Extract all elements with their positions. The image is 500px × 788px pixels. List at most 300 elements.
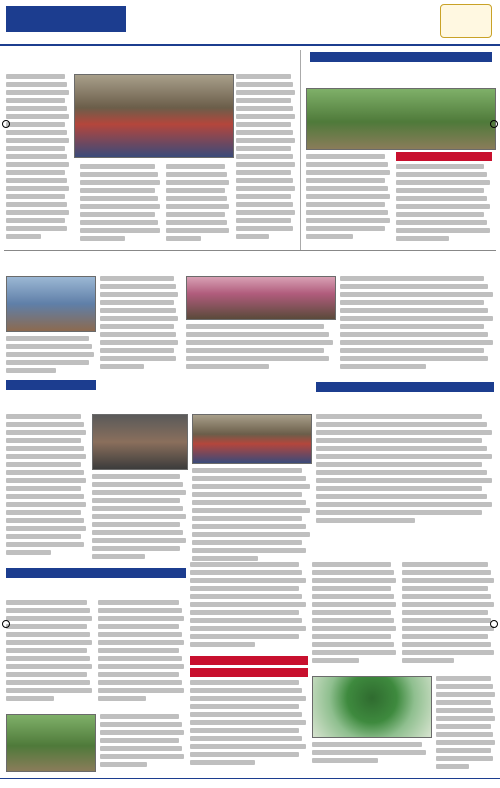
text-line: [402, 602, 494, 607]
text-line: [166, 180, 229, 185]
text-line: [186, 324, 324, 329]
text-line: [402, 586, 488, 591]
text-line: [312, 610, 391, 615]
text-line: [92, 498, 180, 503]
registration-mark-icon: [2, 120, 10, 128]
rain-headline: [306, 64, 496, 84]
text-line: [316, 462, 482, 467]
text-line: [236, 106, 293, 111]
grievance-body-col1: [6, 414, 88, 564]
clash-body-col6: [436, 676, 496, 772]
lead-body-col2: [80, 164, 162, 244]
text-line: [312, 742, 422, 747]
text-line: [402, 570, 491, 575]
text-line: [166, 172, 227, 177]
text-line: [402, 618, 491, 623]
dateline: [300, 40, 496, 46]
text-line: [236, 186, 295, 191]
text-line: [98, 632, 182, 637]
clash-body-col3: [312, 562, 398, 672]
bottom-left-headline: [6, 580, 186, 596]
text-line: [436, 692, 495, 697]
text-line: [6, 688, 92, 693]
text-line: [100, 308, 176, 313]
text-line: [6, 680, 90, 685]
text-line: [6, 336, 89, 341]
text-line: [312, 618, 394, 623]
text-line: [316, 446, 487, 451]
text-line: [92, 514, 186, 519]
bottom-left-body-col2: [98, 600, 186, 710]
text-line: [6, 146, 65, 151]
text-line: [100, 754, 184, 759]
lead-photo: [74, 74, 234, 158]
text-line: [190, 752, 299, 757]
text-line: [100, 332, 176, 337]
text-line: [166, 196, 227, 201]
text-line: [6, 462, 81, 467]
text-line: [6, 98, 65, 103]
text-line: [192, 492, 302, 497]
text-line: [396, 236, 449, 241]
text-line: [306, 154, 385, 159]
text-line: [98, 624, 179, 629]
text-line: [396, 164, 484, 169]
text-line: [6, 640, 92, 645]
column-divider: [300, 50, 301, 250]
text-line: [316, 486, 482, 491]
text-line: [436, 756, 493, 761]
short-news-tag-2: [190, 668, 308, 677]
crime-headline: [316, 394, 496, 410]
text-line: [100, 356, 176, 361]
text-line: [6, 422, 84, 427]
lead-body-col1: [6, 74, 70, 244]
school-headline: [6, 254, 106, 272]
text-line: [92, 530, 183, 535]
grievance-photo: [92, 414, 188, 470]
grievance-body-col2: [92, 474, 188, 564]
text-line: [236, 170, 291, 175]
text-line: [100, 746, 182, 751]
registration-mark-icon: [490, 620, 498, 628]
text-line: [312, 578, 396, 583]
text-line: [306, 210, 388, 215]
brand-logo: [6, 6, 126, 32]
text-line: [312, 658, 359, 663]
text-line: [236, 194, 291, 199]
text-line: [100, 316, 178, 321]
text-line: [312, 642, 394, 647]
text-line: [236, 114, 295, 119]
text-line: [436, 700, 491, 705]
text-line: [340, 356, 488, 361]
text-line: [6, 624, 87, 629]
text-line: [236, 178, 293, 183]
text-line: [6, 170, 65, 175]
text-line: [236, 74, 291, 79]
text-line: [80, 172, 158, 177]
festival-headline: [110, 254, 334, 272]
bottom-left-body-col3: [100, 714, 186, 772]
text-line: [100, 340, 178, 345]
text-line: [100, 284, 176, 289]
text-line: [192, 516, 302, 521]
text-line: [340, 324, 484, 329]
text-line: [306, 202, 385, 207]
text-line: [6, 114, 69, 119]
text-line: [6, 414, 81, 419]
rain-body-col1: [306, 154, 392, 244]
text-line: [316, 502, 492, 507]
text-line: [6, 542, 84, 547]
text-line: [6, 526, 86, 531]
text-line: [98, 608, 182, 613]
text-line: [306, 234, 353, 239]
school-photo: [6, 276, 96, 332]
text-line: [6, 226, 67, 231]
text-line: [396, 196, 487, 201]
text-line: [186, 332, 329, 337]
text-line: [402, 642, 491, 647]
text-line: [190, 570, 302, 575]
text-line: [6, 494, 84, 499]
text-line: [190, 634, 299, 639]
text-line: [80, 204, 160, 209]
short-news-tag: [190, 656, 308, 665]
brand-subtitle: [6, 34, 126, 42]
text-line: [6, 90, 69, 95]
text-line: [6, 218, 65, 223]
text-line: [6, 672, 87, 677]
text-line: [98, 616, 184, 621]
text-line: [98, 648, 179, 653]
text-line: [80, 188, 155, 193]
text-line: [190, 728, 299, 733]
text-line: [6, 194, 65, 199]
text-line: [340, 300, 484, 305]
crime-body: [316, 414, 496, 526]
text-line: [402, 650, 494, 655]
text-line: [236, 154, 293, 159]
bottom-left-body-col1: [6, 600, 94, 710]
rain-photo: [306, 88, 496, 150]
text-line: [192, 468, 302, 473]
text-line: [190, 704, 299, 709]
text-line: [190, 610, 299, 615]
rally-body: [340, 276, 496, 376]
text-line: [98, 688, 184, 693]
text-line: [436, 724, 491, 729]
text-line: [100, 348, 174, 353]
story-kicker-tag: [310, 52, 492, 62]
text-line: [166, 228, 229, 233]
text-line: [166, 220, 227, 225]
text-line: [166, 236, 201, 241]
text-line: [6, 162, 69, 167]
text-line: [436, 748, 491, 753]
text-line: [6, 486, 81, 491]
text-line: [306, 218, 390, 223]
text-line: [306, 170, 390, 175]
text-line: [316, 438, 482, 443]
text-line: [312, 634, 391, 639]
text-line: [6, 510, 81, 515]
text-line: [190, 626, 306, 631]
clash-body-col4: [312, 742, 432, 772]
text-line: [6, 470, 84, 475]
festival-body-col2: [186, 324, 336, 376]
text-line: [166, 188, 225, 193]
text-line: [190, 696, 306, 701]
text-line: [340, 292, 493, 297]
text-line: [190, 712, 302, 717]
text-line: [100, 324, 174, 329]
text-line: [316, 494, 487, 499]
text-line: [192, 556, 258, 561]
text-line: [316, 414, 482, 419]
text-line: [340, 316, 493, 321]
text-line: [236, 210, 295, 215]
text-line: [92, 546, 180, 551]
text-line: [92, 482, 183, 487]
text-line: [6, 608, 90, 613]
text-line: [236, 226, 293, 231]
text-line: [396, 204, 490, 209]
text-line: [402, 562, 488, 567]
text-line: [190, 562, 299, 567]
text-line: [316, 470, 487, 475]
award-headline: [190, 392, 310, 410]
text-line: [190, 744, 306, 749]
text-line: [312, 650, 396, 655]
text-line: [6, 154, 67, 159]
text-line: [6, 130, 67, 135]
text-line: [312, 626, 396, 631]
text-line: [190, 618, 302, 623]
text-line: [316, 518, 415, 523]
text-line: [402, 626, 494, 631]
text-line: [312, 750, 426, 755]
text-line: [6, 478, 86, 483]
text-line: [98, 672, 179, 677]
text-line: [402, 634, 488, 639]
text-line: [6, 518, 84, 523]
text-line: [306, 194, 390, 199]
text-line: [192, 508, 310, 513]
text-line: [98, 696, 146, 701]
text-line: [100, 714, 179, 719]
text-line: [316, 454, 492, 459]
text-line: [6, 360, 89, 365]
text-line: [340, 348, 484, 353]
page-footer: [0, 778, 500, 788]
festival-photo: [186, 276, 336, 320]
text-line: [92, 554, 145, 559]
text-line: [306, 186, 388, 191]
text-line: [98, 656, 182, 661]
lead-body-col4: [236, 74, 296, 244]
text-line: [6, 202, 67, 207]
text-line: [98, 680, 182, 685]
text-line: [92, 538, 186, 543]
text-line: [340, 364, 426, 369]
text-line: [436, 732, 493, 737]
text-line: [6, 368, 56, 373]
text-line: [436, 676, 491, 681]
masthead: [0, 0, 500, 46]
registration-mark-icon: [2, 620, 10, 628]
text-line: [100, 300, 174, 305]
text-line: [396, 212, 484, 217]
text-line: [436, 764, 469, 769]
text-line: [190, 586, 299, 591]
text-line: [6, 82, 67, 87]
award-photo: [192, 414, 312, 464]
text-line: [396, 188, 484, 193]
text-line: [80, 220, 158, 225]
text-line: [80, 236, 125, 241]
text-line: [436, 684, 493, 689]
text-line: [100, 292, 178, 297]
text-line: [316, 422, 487, 427]
text-line: [340, 276, 484, 281]
text-line: [312, 594, 394, 599]
text-line: [166, 164, 225, 169]
text-line: [312, 570, 394, 575]
grievance-headline: [6, 392, 186, 410]
text-line: [100, 276, 174, 281]
text-line: [6, 616, 92, 621]
text-line: [100, 730, 184, 735]
section-divider: [4, 250, 496, 251]
text-line: [100, 722, 182, 727]
text-line: [316, 510, 482, 515]
text-line: [6, 446, 84, 451]
text-line: [80, 212, 155, 217]
rain-body-col2: [396, 164, 492, 244]
text-line: [6, 106, 67, 111]
text-line: [396, 228, 490, 233]
text-line: [306, 226, 385, 231]
registration-mark-icon: [490, 120, 498, 128]
text-line: [6, 122, 65, 127]
text-line: [100, 364, 144, 369]
text-line: [6, 210, 69, 215]
text-line: [6, 344, 92, 349]
text-line: [316, 478, 492, 483]
rally-headline: [340, 254, 496, 272]
text-line: [396, 172, 487, 177]
text-line: [190, 602, 306, 607]
text-line: [236, 98, 291, 103]
anniversary-logo-icon: [440, 4, 492, 38]
text-line: [436, 740, 495, 745]
text-line: [306, 162, 388, 167]
sub-story-tag: [396, 152, 492, 161]
text-line: [396, 180, 490, 185]
text-line: [436, 708, 493, 713]
text-line: [80, 228, 160, 233]
text-line: [98, 640, 184, 645]
text-line: [6, 430, 86, 435]
text-line: [402, 610, 488, 615]
text-line: [92, 506, 183, 511]
text-line: [236, 218, 291, 223]
text-line: [6, 550, 51, 555]
text-line: [236, 138, 295, 143]
text-line: [186, 356, 329, 361]
text-line: [6, 138, 69, 143]
text-line: [80, 196, 158, 201]
text-line: [190, 642, 255, 647]
text-line: [6, 438, 81, 443]
text-line: [396, 220, 487, 225]
section-title: [170, 8, 390, 34]
text-line: [100, 762, 147, 767]
text-line: [236, 90, 295, 95]
text-line: [402, 578, 494, 583]
text-line: [6, 648, 87, 653]
text-line: [192, 524, 306, 529]
text-line: [236, 130, 293, 135]
crime-kicker-tag: [316, 382, 494, 392]
text-line: [236, 146, 291, 151]
text-line: [312, 586, 391, 591]
text-line: [186, 364, 269, 369]
text-line: [6, 600, 87, 605]
text-line: [6, 178, 67, 183]
lead-body-col3: [166, 164, 230, 244]
text-line: [190, 736, 302, 741]
clash-body-col5: [402, 562, 496, 672]
grievance-kicker-tag: [6, 380, 96, 390]
text-line: [340, 332, 488, 337]
text-line: [100, 738, 179, 743]
text-line: [190, 680, 299, 685]
text-line: [92, 490, 186, 495]
text-line: [80, 180, 160, 185]
text-line: [6, 534, 81, 539]
text-line: [192, 476, 306, 481]
text-line: [436, 716, 495, 721]
bottom-left-photo: [6, 714, 96, 772]
text-line: [6, 632, 90, 637]
text-line: [190, 720, 306, 725]
text-line: [186, 340, 333, 345]
text-line: [190, 760, 255, 765]
text-line: [236, 82, 293, 87]
text-line: [402, 658, 454, 663]
text-line: [6, 696, 54, 701]
text-line: [306, 178, 385, 183]
text-line: [6, 502, 86, 507]
text-line: [6, 186, 69, 191]
text-line: [340, 340, 493, 345]
text-line: [312, 758, 378, 763]
text-line: [98, 600, 179, 605]
text-line: [166, 204, 229, 209]
text-line: [190, 578, 306, 583]
text-line: [80, 164, 155, 169]
bottom-kicker-tag: [6, 568, 186, 578]
text-line: [6, 664, 92, 669]
text-line: [92, 474, 180, 479]
text-line: [236, 234, 269, 239]
text-line: [402, 594, 491, 599]
text-line: [92, 522, 180, 527]
text-line: [192, 484, 310, 489]
